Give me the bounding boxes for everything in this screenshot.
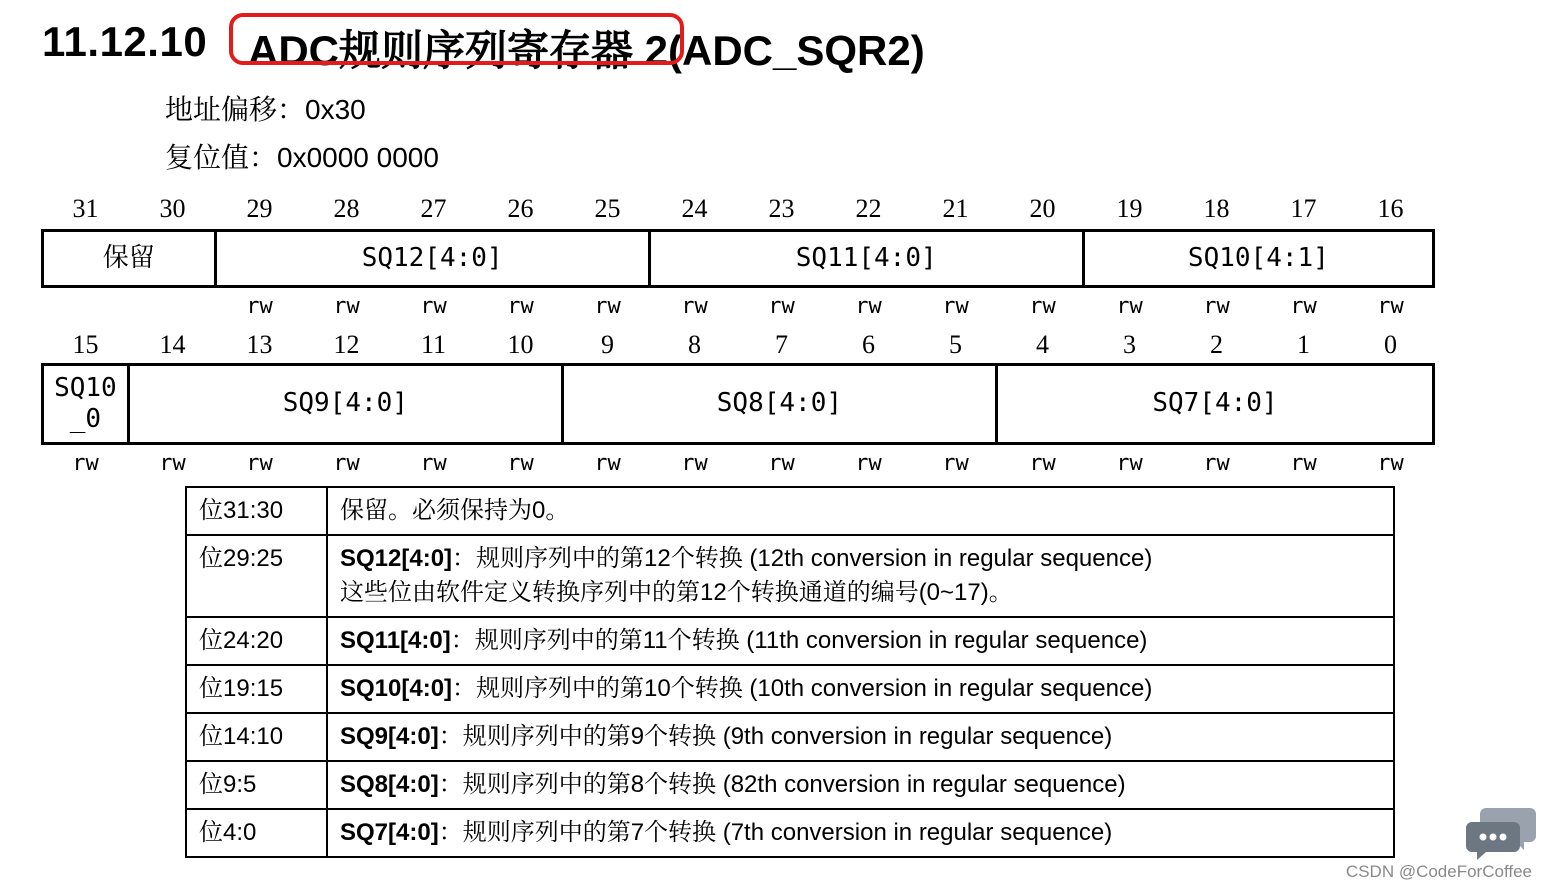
table-row [186, 761, 1394, 809]
bit-number: 7 [775, 330, 788, 359]
bit-number: 3 [1123, 330, 1136, 359]
description-text: ：规则序列中的第12个转换 (12th conversion in regular sequence) [452, 545, 1153, 572]
description-cell [327, 665, 1394, 713]
access-label: rw [507, 451, 534, 476]
access-label: rw [855, 294, 882, 319]
register-field: SQ10[4:1] [1187, 242, 1329, 273]
access-label: rw [420, 451, 447, 476]
access-label: rw [594, 294, 621, 319]
bit-number: 14 [159, 330, 186, 359]
access-label: rw [1116, 294, 1143, 319]
bit-number: 9 [601, 330, 614, 359]
bit-number: 1 [1297, 330, 1310, 359]
bit-number: 26 [507, 194, 534, 223]
bit-number: 11 [420, 330, 447, 359]
bit-number: 15 [72, 330, 99, 359]
bit-number: 30 [159, 194, 186, 223]
access-label: rw [246, 451, 273, 476]
access-label: rw [1203, 451, 1230, 476]
bit-number: 29 [246, 194, 273, 223]
bit-number: 5 [949, 330, 962, 359]
table-row [186, 535, 1394, 617]
access-label: rw [681, 451, 708, 476]
bit-number: 2 [1210, 330, 1223, 359]
bit-description-table [185, 486, 1395, 858]
access-label: rw [768, 294, 795, 319]
bit-number: 28 [333, 194, 360, 223]
bits-cell: 位24:20 [186, 617, 327, 665]
access-label: rw [420, 294, 447, 319]
register-lower-half [41, 363, 1435, 445]
access-label: rw [681, 294, 708, 319]
bit-number: 8 [688, 330, 701, 359]
bits-cell: 位29:25 [186, 535, 327, 617]
description-text: ：规则序列中的第10个转换 (10th conversion in regular sequence) [452, 675, 1153, 702]
field-name: SQ11[4:0] [340, 627, 451, 654]
register-field: SQ12[4:0] [217, 232, 651, 285]
access-label: rw [333, 451, 360, 476]
reserved-field: 保留 [44, 232, 217, 285]
access-label: rw [1290, 451, 1317, 476]
bits-cell: 位14:10 [186, 713, 327, 761]
access-label: rw [1377, 451, 1404, 476]
bit-number: 27 [420, 194, 447, 223]
red-highlight-annotation [229, 13, 684, 65]
access-label: rw [942, 294, 969, 319]
bits-cell: 位19:15 [186, 665, 327, 713]
access-label: rw [942, 451, 969, 476]
access-label: rw [1116, 451, 1143, 476]
bit-number: 21 [942, 194, 969, 223]
table-row [186, 809, 1394, 857]
bits-cell: 位4:0 [186, 809, 327, 857]
description-text: ：规则序列中的第11个转换 (11th conversion in regular sequence) [450, 627, 1148, 654]
bit-number: 4 [1036, 330, 1049, 359]
watermark: CSDN @CodeForCoffee [1345, 862, 1532, 881]
table-row [186, 487, 1394, 535]
bits-cell: 位31:30 [186, 487, 327, 535]
reset-value: 复位值：0x0000 0000 [165, 142, 439, 173]
register-upper-half [41, 229, 1435, 288]
bit-number: 23 [768, 194, 795, 223]
section-number: 11.12.10 [42, 18, 208, 65]
table-row [186, 713, 1394, 761]
field-name: SQ8[4:0] [340, 771, 439, 798]
bit-number: 31 [72, 194, 99, 223]
description-cell [327, 487, 1394, 535]
bit-number: 16 [1377, 194, 1404, 223]
description-cell [327, 761, 1394, 809]
bit-number: 22 [855, 194, 882, 223]
access-label: rw [333, 294, 360, 319]
bit-number: 25 [594, 194, 621, 223]
register-field: SQ9[4:0] [130, 366, 564, 442]
access-label: rw [768, 451, 795, 476]
field-name: SQ12[4:0] [340, 545, 453, 572]
bits-cell: 位9:5 [186, 761, 327, 809]
bit-number: 10 [507, 330, 534, 359]
table-row [186, 617, 1394, 665]
description-cell [327, 713, 1394, 761]
chat-bubble-icon[interactable] [1466, 802, 1538, 860]
description-cell [327, 617, 1394, 665]
bit-number: 19 [1116, 194, 1143, 223]
access-label: rw [1377, 294, 1404, 319]
bit-number: 17 [1290, 194, 1317, 223]
bit-number: 12 [333, 330, 360, 359]
bit-number: 13 [246, 330, 273, 359]
register-field: SQ10 _0 [44, 366, 130, 442]
section-title: ADC规则序列寄存器 2(ADC_SQR2) [248, 27, 925, 74]
description-cell [327, 535, 1394, 617]
register-field: SQ11[4:0] [651, 232, 1085, 285]
access-label: rw [1029, 294, 1056, 319]
bit-number: 24 [681, 194, 708, 223]
register-field: SQ7[4:0] [1152, 388, 1278, 419]
description-cell [327, 809, 1394, 857]
register-field: SQ8[4:0] [564, 366, 998, 442]
description-text: ：规则序列中的第8个转换 (82th conversion in regular sequence) [438, 771, 1126, 798]
access-label: rw [1029, 451, 1056, 476]
description-text: 保留。必须保持为0。 [340, 497, 570, 524]
table-row [186, 665, 1394, 713]
address-offset: 地址偏移：0x30 [165, 94, 366, 125]
description-extra: 这些位由软件定义转换序列中的第12个转换通道的编号(0~17)。 [340, 579, 1013, 606]
access-label: rw [159, 451, 186, 476]
description-text: ：规则序列中的第7个转换 (7th conversion in regular sequence) [438, 819, 1113, 846]
bit-number: 20 [1029, 194, 1056, 223]
access-label: rw [594, 451, 621, 476]
access-label: rw [1203, 294, 1230, 319]
bit-number: 6 [862, 330, 875, 359]
access-label: rw [855, 451, 882, 476]
description-text: ：规则序列中的第9个转换 (9th conversion in regular sequence) [438, 723, 1113, 750]
field-name: SQ10[4:0] [340, 675, 453, 702]
access-label: rw [507, 294, 534, 319]
access-label: rw [72, 451, 99, 476]
access-label: rw [246, 294, 273, 319]
bit-number: 18 [1203, 194, 1230, 223]
bit-number: 0 [1384, 330, 1397, 359]
field-name: SQ7[4:0] [340, 819, 439, 846]
access-label: rw [1290, 294, 1317, 319]
field-name: SQ9[4:0] [340, 723, 439, 750]
